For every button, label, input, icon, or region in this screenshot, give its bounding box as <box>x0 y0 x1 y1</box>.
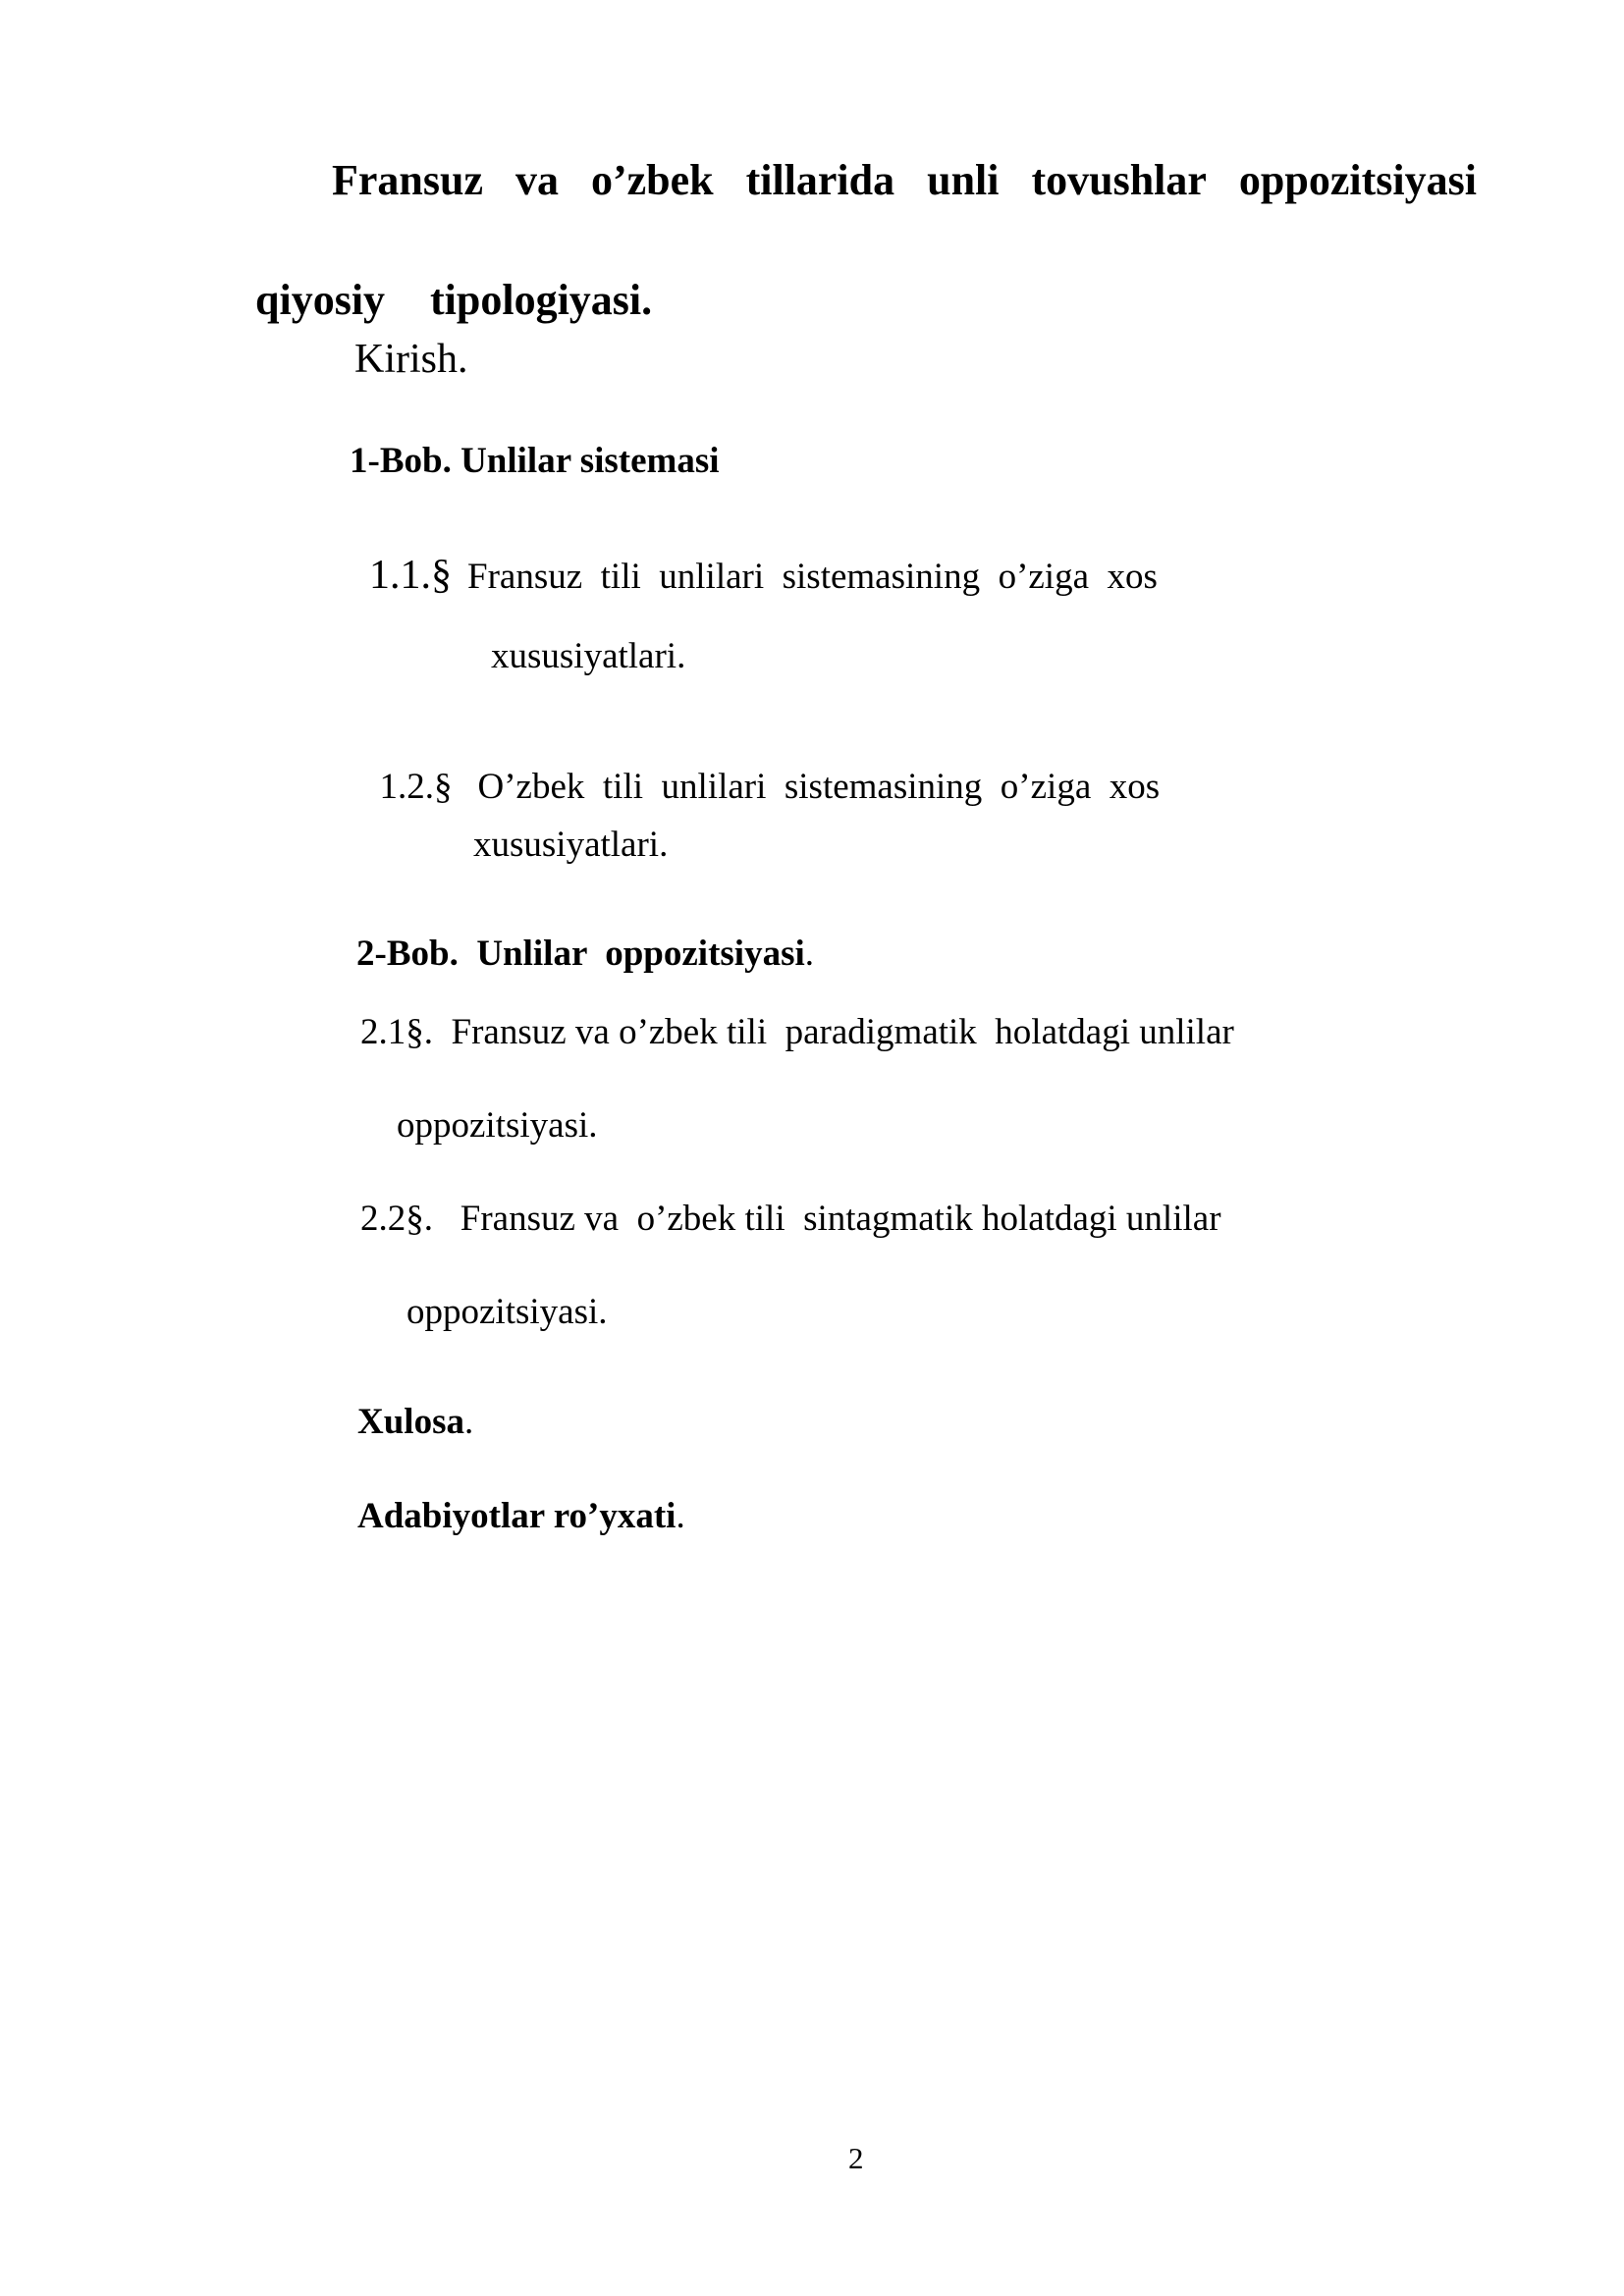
toc-intro: Kirish. <box>354 337 468 382</box>
title-word: tovushlar <box>1031 156 1207 204</box>
title-word: tillarida <box>745 156 895 204</box>
toc-chapter-2-title <box>349 920 814 972</box>
toc-section-1-1-cont: xususiyatlari. <box>491 636 686 676</box>
section-number: 1.1.§ <box>369 553 452 598</box>
document-title-line-2 <box>234 236 385 322</box>
references-punct: . <box>676 1496 685 1536</box>
document-title-line-1 <box>332 156 1477 204</box>
title-word: Fransuz <box>332 156 483 204</box>
conclusion-label: Xulosa <box>357 1402 464 1442</box>
conclusion-punct: . <box>463 1402 474 1442</box>
title-word: unli <box>927 156 1000 204</box>
page-number: 2 <box>848 2141 864 2175</box>
chapter-title: 2-Bob. Unlilar oppozitsiyasi <box>356 934 805 974</box>
toc-section-2-1-cont: oppozitsiyasi. <box>397 1105 598 1146</box>
title-word: o’zbek <box>590 156 714 204</box>
toc-section-2-2: 2.2§. Fransuz va o’zbek tili sintagmatik holatdagi unlilar <box>360 1199 1221 1239</box>
title-word: tipologiyasi. <box>430 276 653 324</box>
toc-references <box>350 1482 685 1534</box>
toc-section-1-1 <box>361 539 1158 596</box>
section-title: Fransuz tili unlilari sistemasining o’ziga xos <box>467 557 1158 597</box>
title-word: va <box>514 156 559 204</box>
references-label: Adabiyotlar ro’yxati <box>357 1496 677 1536</box>
toc-section-2-2-cont: oppozitsiyasi. <box>406 1292 608 1332</box>
toc-chapter-1-title: 1-Bob. Unlilar sistemasi <box>350 441 720 481</box>
toc-section-2-1: 2.1§. Fransuz va o’zbek tili paradigmatik holatdagi unlilar <box>360 1012 1234 1052</box>
title-word: oppozitsiyasi <box>1238 156 1477 204</box>
document-title-line-2-cont <box>408 236 652 322</box>
toc-conclusion <box>350 1388 473 1440</box>
section-title: O’zbek tili unlilari sistemasining o’ziga xos <box>477 767 1161 807</box>
toc-section-1-2 <box>361 732 1160 805</box>
chapter-title-punct: . <box>804 934 815 974</box>
section-number: 1.2.§ <box>379 767 453 807</box>
toc-section-1-2-cont: xususiyatlari. <box>473 825 669 865</box>
title-word: qiyosiy <box>255 276 386 324</box>
